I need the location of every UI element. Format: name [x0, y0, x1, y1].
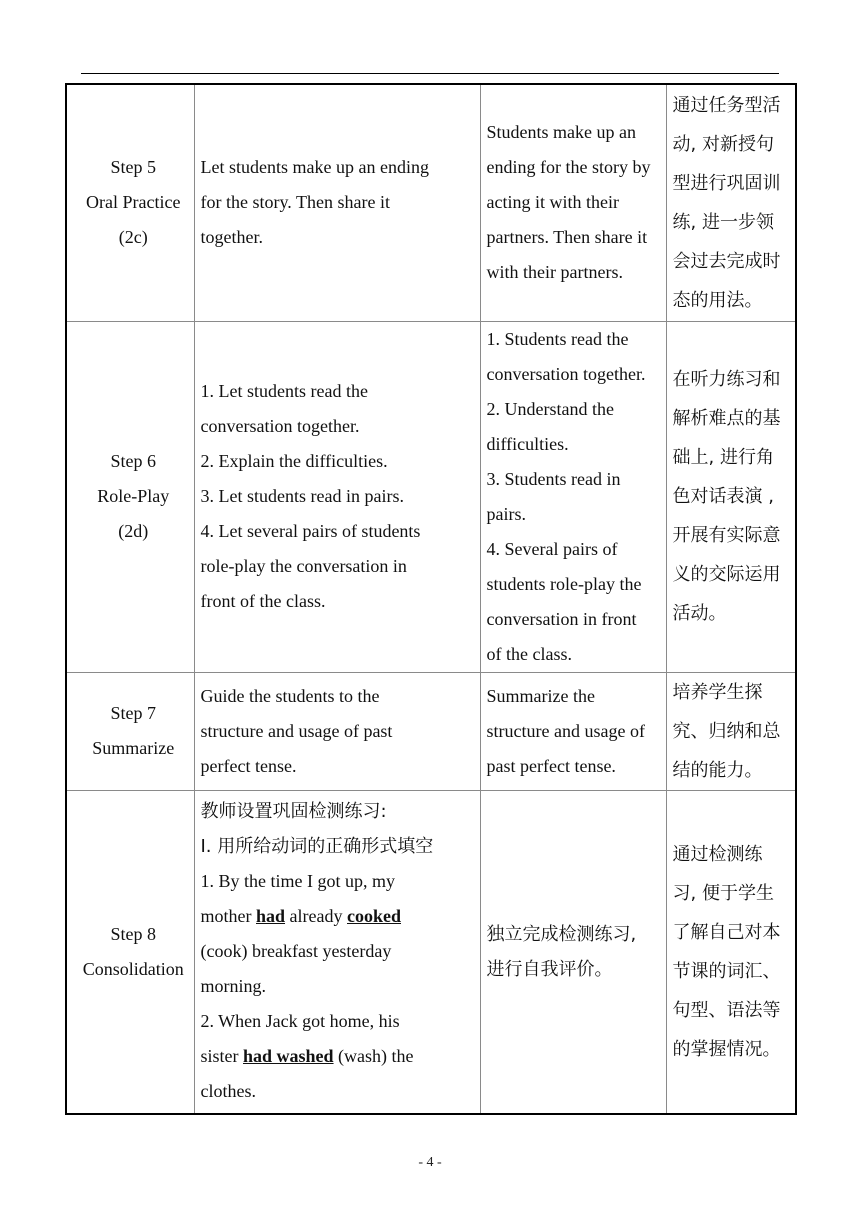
- exercise-line: 1. By the time I got up, my: [200, 871, 395, 892]
- exercise-line: [201, 1039, 480, 1074]
- student-line: students role-play the: [486, 573, 642, 594]
- step-ref: (2c): [118, 227, 148, 248]
- exercise-answer: had: [256, 906, 286, 927]
- exercise-answer: cooked: [347, 906, 401, 927]
- student-line: 3. Students read in: [486, 468, 621, 489]
- purpose-line: 色对话表演 ,: [672, 486, 774, 507]
- student-line: difficulties.: [486, 433, 569, 454]
- purpose-line: 结的能力。: [672, 759, 763, 781]
- student-line: 2. Understand the: [486, 398, 614, 419]
- student-line: 4. Several pairs of: [486, 538, 618, 559]
- exercise-text: sister: [200, 1046, 243, 1067]
- teacher-line: together.: [200, 227, 263, 248]
- exercise-intro: 教师设置巩固检测练习:: [200, 801, 387, 823]
- purpose-line: 动, 对新授句: [672, 133, 774, 155]
- student-activity-cell: [480, 790, 666, 1114]
- student-line: 独立完成检测练习,: [486, 923, 637, 945]
- teacher-activity-cell: [194, 321, 480, 672]
- student-activity-cell: [480, 321, 666, 672]
- student-line: past perfect tense.: [486, 755, 616, 776]
- step-label: Step 6: [110, 451, 156, 471]
- teacher-activity-cell: [194, 84, 480, 321]
- student-line: 1. Students read the: [486, 328, 629, 349]
- step-title: Consolidation: [82, 958, 184, 979]
- purpose-line: 在听力练习和: [672, 369, 781, 390]
- student-line: Students make up an: [486, 122, 636, 143]
- purpose-line: 型进行巩固训: [672, 172, 781, 194]
- step-cell: [66, 790, 194, 1114]
- exercise-text: (wash) the: [333, 1046, 414, 1067]
- student-line: structure and usage of: [486, 720, 645, 741]
- table-row-step-8: [66, 790, 796, 1114]
- step-cell: [66, 321, 194, 672]
- teacher-line: structure and usage of past: [200, 720, 393, 741]
- purpose-line: 的掌握情况。: [672, 1038, 781, 1060]
- purpose-line: 开展有实际意: [672, 525, 781, 546]
- purpose-cell: [666, 321, 796, 672]
- teacher-line: 1. Let students read the: [200, 381, 368, 401]
- exercise-text: mother: [200, 906, 256, 927]
- purpose-line: 态的用法。: [672, 289, 763, 311]
- teacher-line: 2. Explain the difficulties.: [200, 451, 388, 471]
- step-title: Summarize: [92, 738, 175, 758]
- purpose-line: 解析难点的基: [672, 408, 781, 429]
- student-line: ending for the story by: [486, 157, 651, 178]
- teacher-line: Let students make up an ending: [200, 157, 429, 178]
- step-label: Step 5: [110, 157, 156, 178]
- teacher-line: for the story. Then share it: [200, 192, 390, 213]
- student-activity-cell: [480, 84, 666, 321]
- exercise-line: [201, 899, 480, 934]
- student-line: partners. Then share it: [486, 227, 648, 248]
- step-title: Oral Practice: [86, 192, 181, 213]
- exercise-line: clothes.: [200, 1081, 256, 1102]
- student-line: pairs.: [486, 503, 526, 524]
- teacher-line: 4. Let several pairs of students: [200, 521, 421, 541]
- student-line: of the class.: [486, 643, 572, 664]
- lesson-plan-table: [65, 83, 797, 1115]
- teacher-activity-cell: [194, 672, 480, 790]
- student-line: Summarize the: [486, 685, 595, 706]
- student-line: conversation in front: [486, 608, 637, 629]
- student-line: 进行自我评价。: [486, 958, 613, 980]
- student-line: acting it with their: [486, 192, 619, 213]
- teacher-line: role-play the conversation in: [200, 556, 407, 576]
- purpose-line: 通过检测练: [672, 843, 763, 865]
- step-ref: (2d): [118, 521, 149, 541]
- purpose-line: 义的交际运用: [672, 564, 781, 585]
- exercise-answer: had washed: [243, 1046, 334, 1067]
- exercise-line: 2. When Jack got home, his: [200, 1011, 400, 1032]
- purpose-line: 习, 便于学生: [672, 882, 774, 904]
- purpose-cell: [666, 790, 796, 1114]
- page-number: - 4 -: [418, 1155, 442, 1170]
- purpose-line: 活动。: [672, 603, 727, 624]
- step-cell: [66, 84, 194, 321]
- table-row-step-5: [66, 84, 796, 321]
- purpose-line: 通过任务型活: [672, 94, 781, 116]
- table-row-step-7: [66, 672, 796, 790]
- purpose-line: 节课的词汇、: [672, 960, 781, 982]
- purpose-line: 了解自己对本: [672, 921, 781, 943]
- step-cell: [66, 672, 194, 790]
- exercise-line: (cook) breakfast yesterday: [200, 941, 392, 962]
- purpose-line: 会过去完成时: [672, 250, 781, 272]
- student-activity-cell: [480, 672, 666, 790]
- exercise-text: already: [285, 906, 347, 927]
- purpose-cell: [666, 84, 796, 321]
- student-line: conversation together.: [486, 363, 646, 384]
- purpose-line: 究、归纳和总: [672, 720, 781, 742]
- student-line: with their partners.: [486, 262, 623, 283]
- step-label: Step 8: [110, 923, 156, 944]
- teacher-line: front of the class.: [200, 591, 326, 611]
- teacher-line: Guide the students to the: [200, 685, 380, 706]
- teacher-activity-cell: [194, 790, 480, 1114]
- teacher-line: conversation together.: [200, 416, 360, 436]
- header-rule: [81, 73, 779, 74]
- exercise-line: morning.: [200, 976, 266, 997]
- purpose-cell: [666, 672, 796, 790]
- purpose-line: 础上, 进行角: [672, 447, 774, 468]
- purpose-line: 练, 进一步领: [672, 211, 774, 233]
- table-row-step-6: [66, 321, 796, 672]
- step-label: Step 7: [110, 703, 156, 723]
- teacher-line: perfect tense.: [200, 755, 297, 776]
- purpose-line: 培养学生探: [672, 681, 763, 703]
- step-title: Role-Play: [97, 486, 170, 506]
- purpose-line: 句型、语法等: [672, 999, 781, 1021]
- teacher-line: 3. Let students read in pairs.: [200, 486, 404, 506]
- exercise-instruction: I. 用所给动词的正确形式填空: [200, 836, 434, 858]
